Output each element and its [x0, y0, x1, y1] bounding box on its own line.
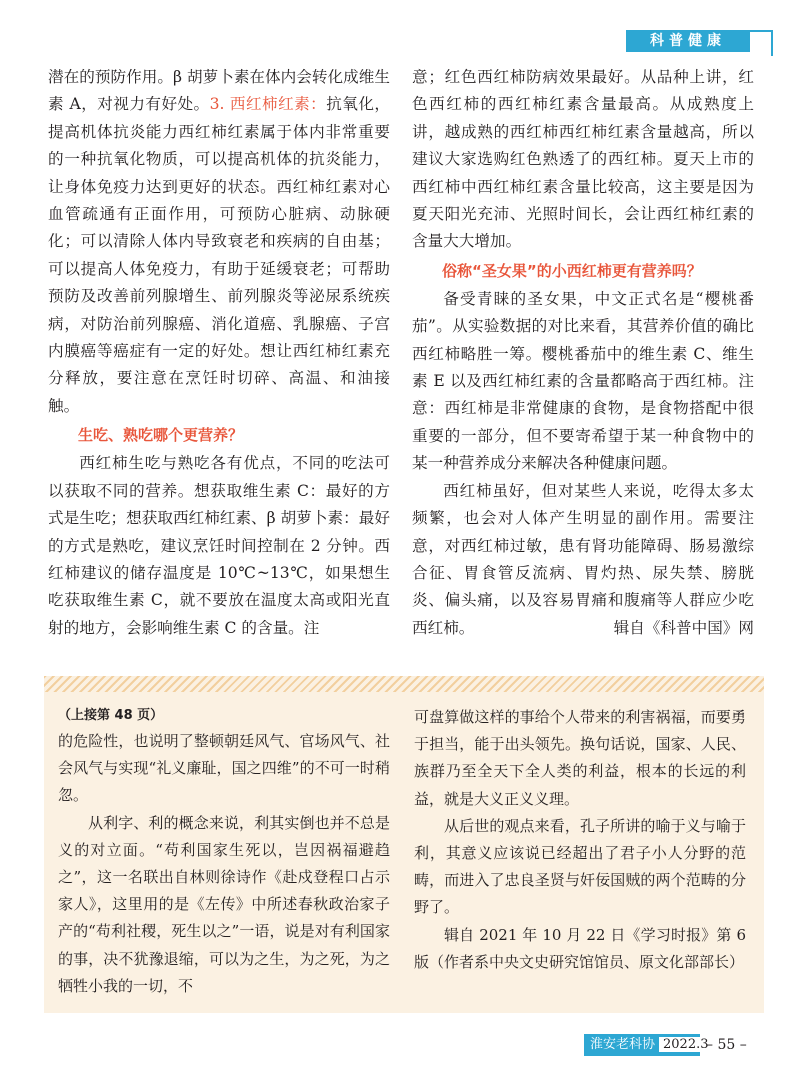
paragraph: 意；红色西红柿防病效果最好。从品种上讲，红色西红柿的西红柿红素含量最高。从成熟度上讲，越成熟的西红柿西红柿红素含量越高，所以建议大家选购红色熟透了的西红柿。夏天上市的西红柿中西红柿红素含量比较高，这主要是因为夏天阳光充沛、光照时间长，会让西红柿红素的含量大大增加。 — [412, 68, 754, 251]
paragraph-text: 抗氧化，提高机体抗炎能力西红柿红素属于体内非常重要的一种抗氧化物质，可以提高机体的抗炎能力，让身体免疫力达到更好的状态。西红柿红素对心血管疏通有正面作用，可预防心脏病、动脉硬化；可以清除人体内导致衰老和疾病的自由基；可以提高人体免疫力，有助于延缓衰老；可帮助预防及改善前列腺增生、前列腺炎等泌尿系统疾病，对防治前列腺癌、消化道癌、乳腺癌、子宫内膜癌等癌症有一定的好处。想让西红柿红素充分释放，要注意在烹饪时切碎、高温、和油接触。 — [48, 95, 391, 415]
paragraph-text: 西红柿虽好，但对某些人来说，吃得太多太频繁，也会对人体产生明显的副作用。需要注意，对西红柿过敏，患有肾功能障碍、肠易激综合征、胃食管反流病、胃灼热、尿失禁、膀胱炎、偏头痛，以及容易胃痛和腹痛等人群应少吃西红柿。 — [412, 481, 754, 637]
paragraph: 可盘算做这样的事给个人带来的利害祸福，而要勇于担当，能于出头领先。换句话说，国家、人民、族群乃至全天下全人类的利益，根本的长远的利益，就是大义正义义理。 — [414, 708, 746, 808]
paragraph: 备受青睐的圣女果，中文正式名是“樱桃番茄”。从实验数据的对比来看，其营养价值的确比西红柿略胜一筹。樱桃番茄中的维生素 C、维生素 E 以及西红柿红素的含量都略高于西红柿。注意：西红柿是非常健康的食物，是食物搭配中很重要的一部分，但不要寄希望于某一种食物中的某一种营养成分来解决各种健康问题。 — [412, 289, 754, 473]
inline-heading: 3. 西红柿红素： — [209, 95, 327, 114]
paragraph: 从利字、利的概念来说，利其实倒也并不总是义的对立面。“苟利国家生死以，岂因祸福避趋之”，这一名联出自林则徐诗作《赴戍登程口占示家人》，这里用的是《左传》中所述春秋政治家子产的“苟利社稷，死生以之”一语，说是对有利国家的事，决不犹豫退缩，可以为之生，为之死，为之牺牲小我的一切，不 — [58, 813, 390, 995]
page-number: – 55 – — [706, 1037, 747, 1053]
continued-article-box — [44, 676, 764, 1013]
paragraph: 西红柿生吃与熟吃各有优点，不同的吃法可以获取不同的营养。想获取维生素 C：最好的方式是生吃；想获取西红柿红素、β 胡萝卜素：最好的方式是熟吃，建议烹饪时间控制在 2 分钟。西红柿建议的储存温度是 10℃~13℃，如果想生吃获取维生素 C，就不要放在温度太高或阳光直射的地方，会影响维生素 C 的含量。注 — [48, 454, 390, 637]
footer-magazine — [584, 1034, 709, 1056]
article-left-column — [48, 64, 390, 642]
section-badge: 科普健康 — [626, 30, 750, 52]
paragraph — [48, 64, 390, 420]
decorative-stripe — [44, 676, 764, 692]
continued-from-note: （上接第 48 页） — [58, 708, 164, 723]
paragraph: 从后世的观点来看，孔子所讲的喻于义与喻于利，其意义应该说已经超出了君子小人分野的范畴，而进入了忠良圣贤与奸佞国贼的两个范畴的分野了。 — [414, 816, 746, 917]
magazine-name: 淮安老科协 — [590, 1037, 656, 1052]
issue-number: 2022.3 — [659, 1037, 713, 1052]
section-heading: 俗称“圣女果”的小西红柿更有营养吗？ — [442, 261, 702, 280]
badge-frame-right — [771, 30, 773, 56]
section-heading: 生吃、熟吃哪个更营养？ — [78, 426, 244, 445]
paragraph — [412, 478, 754, 642]
source-credit: 辑自《科普中国》网 — [613, 618, 754, 637]
box-right-column — [414, 704, 746, 976]
paragraph: 的危险性，也说明了整顿朝廷风气、官场风气、社会风气与实现“礼义廉耻，国之四维”的不可一时稍忽。 — [58, 732, 390, 805]
badge-frame-top — [750, 30, 772, 32]
paragraph-text: 潜在的预防作用。β 胡萝卜素在体内会转化成维生素 A，对视力有好处。 — [48, 68, 390, 114]
article-right-column — [412, 64, 754, 642]
source-credit: 辑自 2021 年 10 月 22 日《学习时报》第 6 版（作者系中央文史研究馆馆员、原文化部部长） — [414, 925, 746, 971]
box-left-column — [58, 704, 390, 1000]
